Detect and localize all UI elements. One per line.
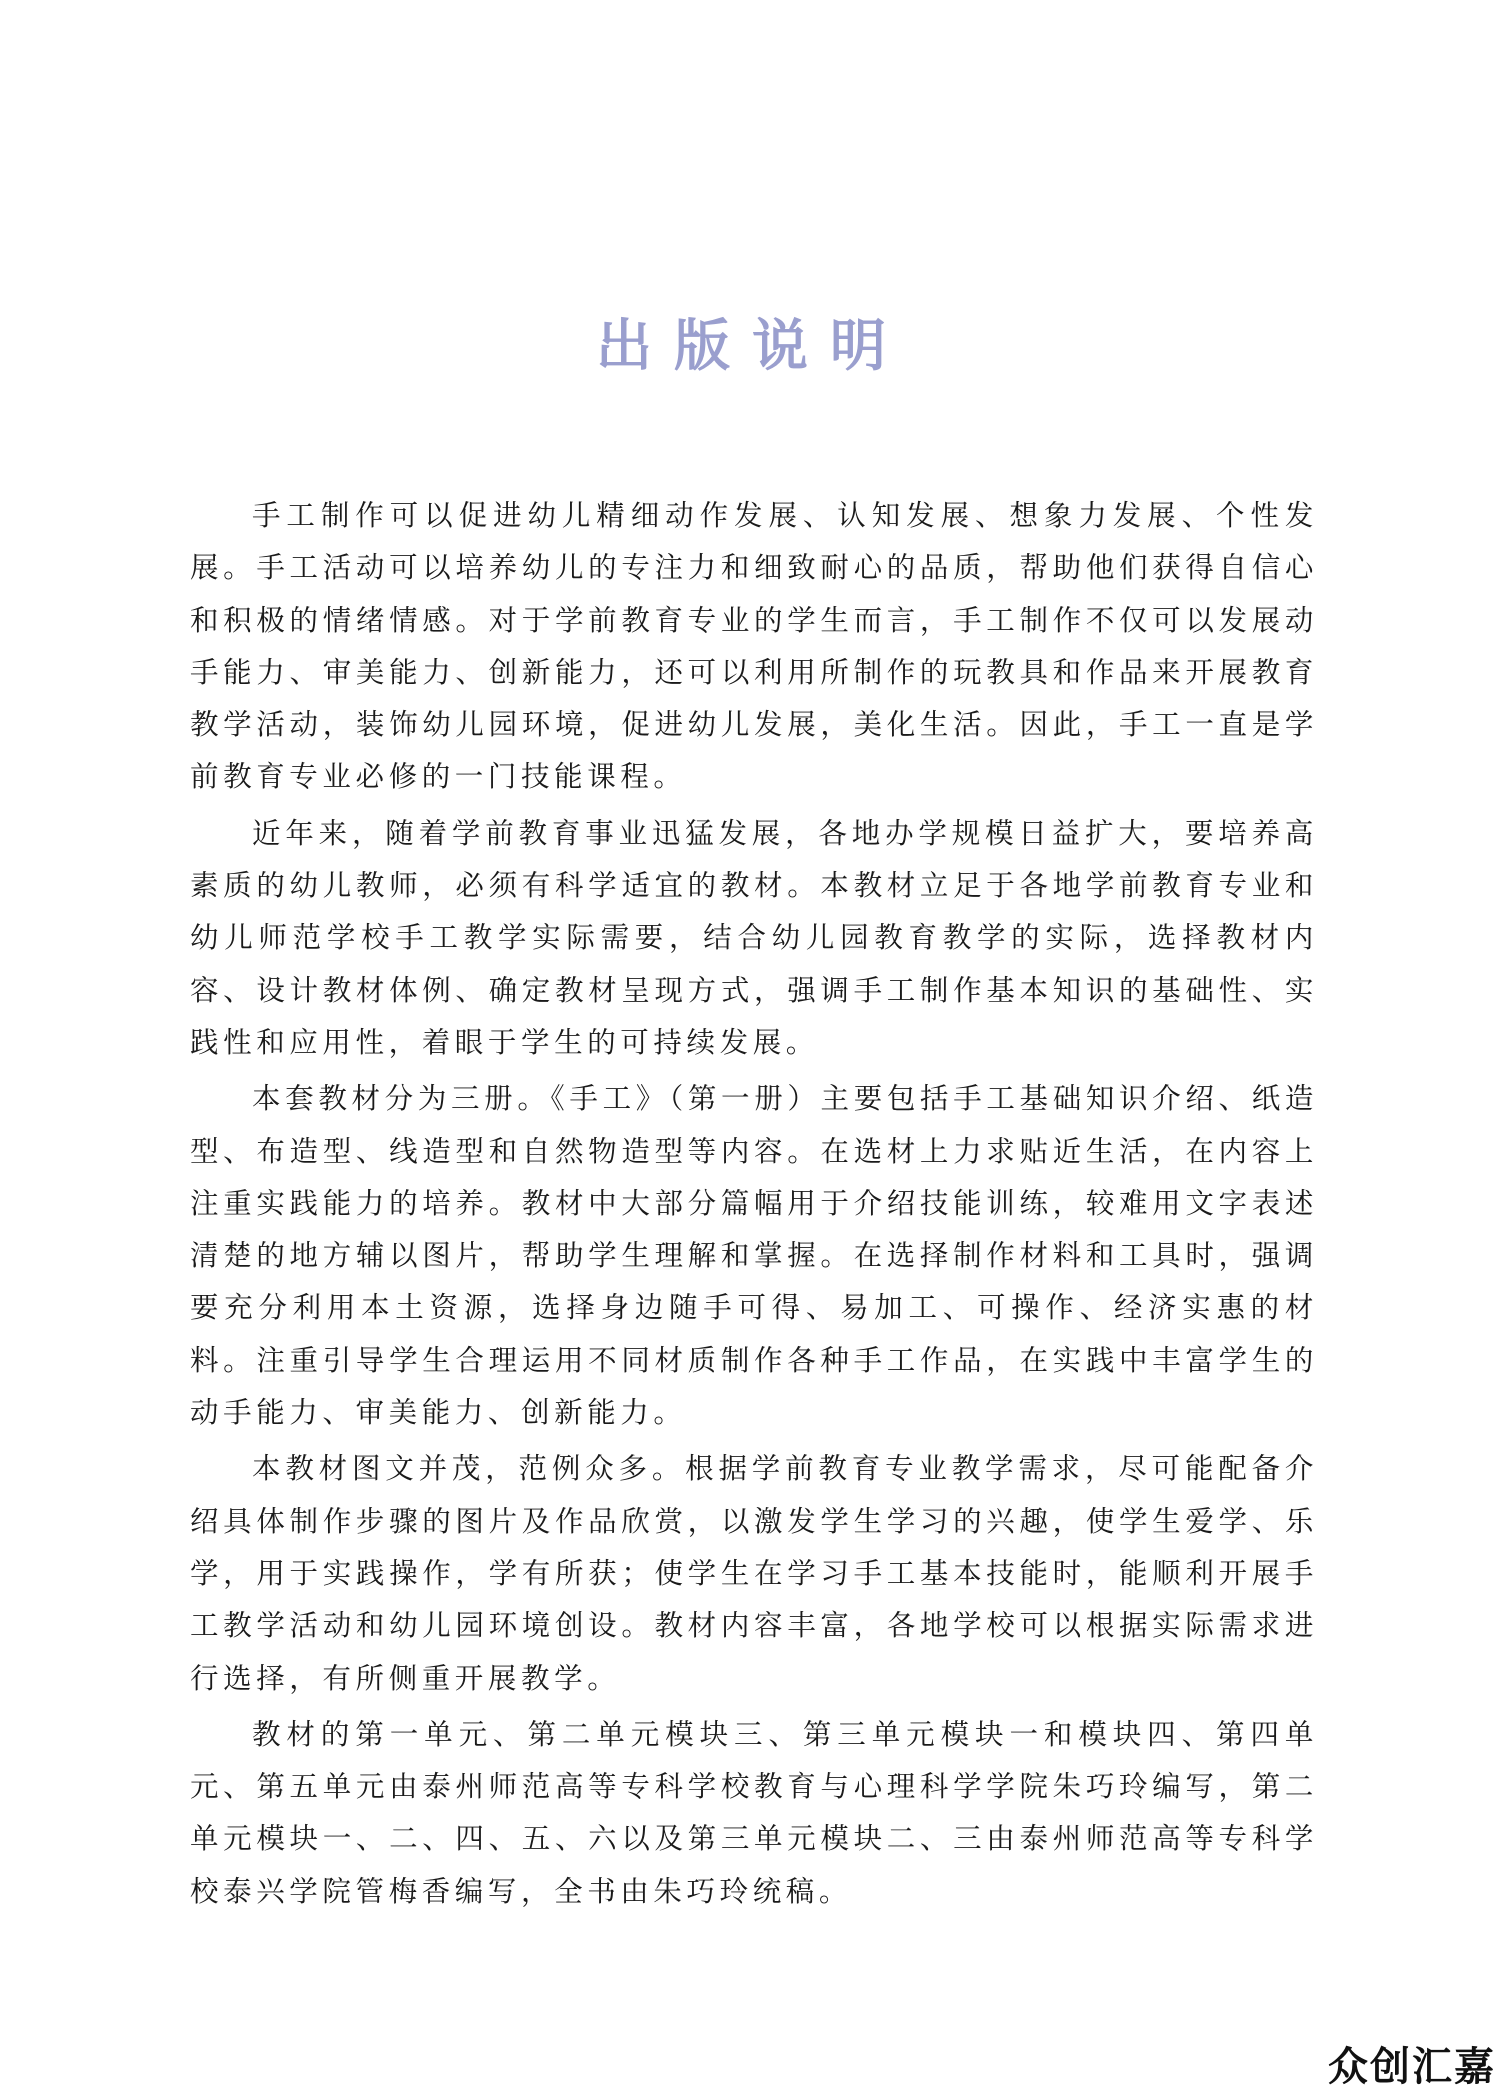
- page-title: 出版说明: [596, 313, 908, 379]
- paragraph-1: 手工制作可以促进幼儿精细动作发展、认知发展、想象力发展、个性发展。手工活动可以培养幼儿的专注力和细致耐心的品质，帮助他们获得自信心和积极的情绪情感。对于学前教育专业的学生而言，手工制作不仅可以发展动手能力、审美能力、创新能力，还可以利用所制作的玩教具和作品来开展教育教学活动，装饰幼儿园环境，促进幼儿发展，美化生活。因此，手工一直是学前教育专业必修的一门技能课程。: [190, 499, 1318, 794]
- paragraph-4: 本教材图文并茂，范例众多。根据学前教育专业教学需求，尽可能配备介绍具体制作步骤的图片及作品欣赏，以激发学生学习的兴趣，使学生爱学、乐学，用于实践操作，学有所获；使学生在学习手工基本技能时，能顺利开展手工教学活动和幼儿园环境创设。教材内容丰富，各地学校可以根据实际需求进行选择，有所侧重开展教学。: [190, 1452, 1318, 1695]
- paragraph-5: 教材的第一单元、第二单元模块三、第三单元模块一和模块四、第四单元、第五单元由泰州师范高等专科学校教育与心理科学学院朱巧玲编写，第二单元模块一、二、四、五、六以及第三单元模块二、三由泰州师范高等专科学校泰兴学院管梅香编写，全书由朱巧玲统稿。: [190, 1717, 1318, 1908]
- body-text: [190, 490, 1318, 1922]
- paragraph-3: 本套教材分为三册。《手工》（第一册）主要包括手工基础知识介绍、纸造型、布造型、线造型和自然物造型等内容。在选材上力求贴近生活，在内容上注重实践能力的培养。教材中大部分篇幅用于介绍技能训练，较难用文字表述清楚的地方辅以图片，帮助学生理解和掌握。在选择制作材料和工具时，强调要充分利用本土资源，选择身边随手可得、易加工、可操作、经济实惠的材料。注重引导学生合理运用不同材质制作各种手工作品，在实践中丰富学生的动手能力、审美能力、创新能力。: [190, 1082, 1318, 1430]
- paragraph-2: 近年来，随着学前教育事业迅猛发展，各地办学规模日益扩大，要培养高素质的幼儿教师，必须有科学适宜的教材。本教材立足于各地学前教育专业和幼儿师范学校手工教学实际需要，结合幼儿园教育教学的实际，选择教材内容、设计教材体例、确定教材呈现方式，强调手工制作基本知识的基础性、实践性和应用性，着眼于学生的可持续发展。: [190, 816, 1318, 1059]
- watermark-logo: 众创汇嘉: [1328, 2044, 1496, 2090]
